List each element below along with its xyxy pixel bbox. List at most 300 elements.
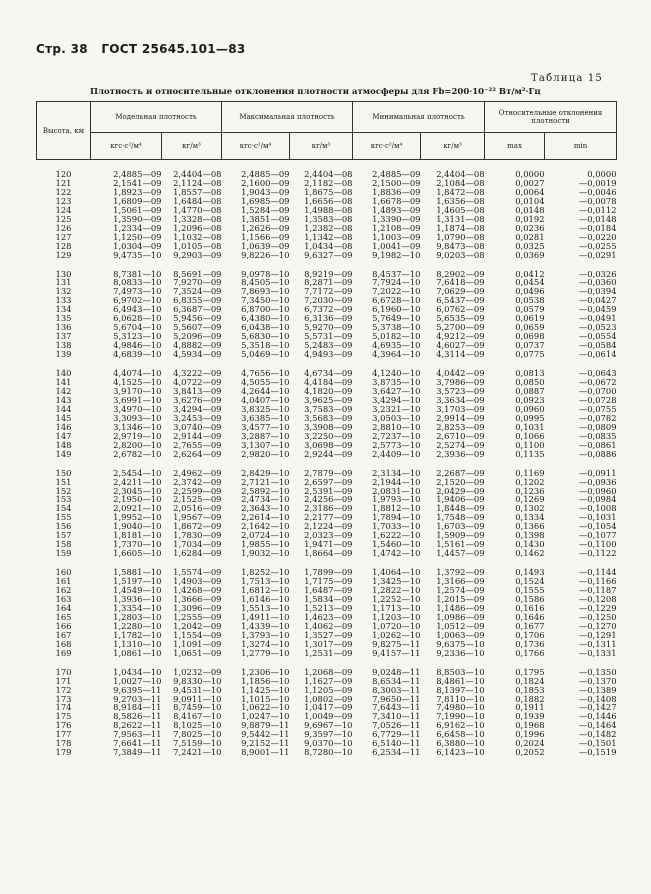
min-kgs-cell: 2,1944—10	[372, 477, 421, 487]
min-kg-cell: 4,9212—09	[436, 332, 485, 342]
unit-kgs: кгс·с²/м⁴	[353, 133, 421, 160]
rel-max-cell: 0,1202	[515, 477, 545, 487]
model-kgs-cell: 2,1950—10	[113, 495, 162, 505]
table-row	[37, 378, 617, 387]
max-kgs-cell: 1,4911—10	[241, 612, 290, 622]
model-kg-cell: 7,3524—09	[173, 287, 222, 297]
model-kgs-cell: 1,4549—10	[113, 586, 162, 595]
rel-max-cell: 0,1334	[515, 513, 545, 523]
min-kgs-cell: 1,3425—10	[372, 577, 421, 587]
min-kg-cell: 1,8472—08	[436, 187, 485, 197]
model-kg-cell: 1,1554—09	[173, 630, 222, 640]
min-kg-cell: 6,3880—10	[436, 739, 485, 749]
model-kgs-cell: 1,0861—10	[113, 648, 162, 658]
table-row	[37, 341, 617, 350]
min-kg-cell: 2,4404—08	[436, 170, 485, 179]
col-max: max	[485, 133, 545, 160]
model-kgs-cell: 9,4735—10	[113, 250, 162, 260]
max-kg-cell: 9,3597—10	[304, 730, 353, 740]
rel-max-cell: 0,1524	[515, 577, 545, 587]
min-kg-cell: 1,1486—09	[436, 603, 485, 613]
rel-max-cell: 0,0236	[515, 223, 545, 233]
min-kg-cell: 6,0762—09	[436, 305, 485, 315]
model-kg-cell: 9,4531—10	[173, 685, 222, 695]
max-kgs-cell: 1,5284—09	[241, 205, 290, 215]
min-kgs-cell: 5,3738—10	[372, 323, 421, 333]
table-row	[37, 586, 617, 595]
min-kg-cell: 1,5909—09	[436, 531, 485, 541]
rel-max-cell: 0,0325	[515, 241, 545, 251]
min-kgs-cell: 1,7894—10	[372, 513, 421, 523]
min-kgs-cell: 2,3134—10	[372, 468, 421, 478]
max-kg-cell: 8,7280—10	[304, 748, 353, 758]
rel-min-cell: —0,1077	[578, 531, 617, 541]
table-row	[37, 540, 617, 549]
min-kgs-cell: 2,4409—10	[372, 449, 421, 459]
max-kgs-cell: 1,0639—09	[241, 241, 290, 251]
rel-max-cell: 0,1616	[515, 603, 545, 613]
table-row	[37, 369, 617, 378]
min-kg-cell: 2,6710—09	[436, 431, 485, 441]
model-kg-cell: 3,0740—09	[173, 422, 222, 432]
model-kgs-cell: 1,0434—10	[113, 667, 162, 677]
rel-min-cell: —0,1031	[578, 513, 617, 523]
min-kgs-cell: 9,0248—11	[372, 667, 421, 677]
rel-max-cell: 0,0659	[515, 323, 545, 333]
model-kgs-cell: 4,4074—10	[113, 369, 162, 379]
altitude-cell: 179	[55, 748, 72, 758]
max-kg-cell: 3,5683—09	[304, 413, 353, 423]
table-row	[37, 233, 617, 242]
table-row	[37, 441, 617, 450]
max-kgs-cell: 4,2644—10	[241, 386, 290, 396]
model-kg-cell: 4,8882—09	[173, 341, 222, 351]
max-kg-cell: 1,3527—09	[304, 630, 353, 640]
max-kgs-cell: 1,8252—10	[241, 568, 290, 578]
max-kgs-cell: 1,3793—10	[241, 630, 290, 640]
rel-max-cell: 0,2052	[515, 748, 545, 758]
max-kg-cell: 4,6734—09	[304, 369, 353, 379]
model-kg-cell: 1,4903—09	[173, 577, 222, 587]
model-kg-cell: 3,6276—09	[173, 395, 222, 405]
altitude-cell: 171	[55, 676, 72, 686]
altitude-cell: 138	[55, 341, 72, 351]
min-kg-cell: 8,2902—09	[436, 269, 485, 279]
model-kgs-cell: 1,7370—10	[113, 540, 162, 550]
model-kg-cell: 6,8355—09	[173, 296, 222, 306]
max-kgs-cell: 1,1425—10	[241, 685, 290, 695]
min-kg-cell: 5,2700—09	[436, 323, 485, 333]
rel-max-cell: 0,1706	[515, 630, 545, 640]
min-kgs-cell: 1,1003—09	[372, 232, 421, 242]
model-kg-cell: 7,2421—10	[173, 748, 222, 758]
rel-min-cell: —0,0184	[578, 223, 617, 233]
table-row	[37, 350, 617, 359]
table-row	[37, 739, 617, 748]
model-kgs-cell: 1,0027—10	[113, 676, 162, 686]
altitude-cell: 159	[55, 549, 72, 559]
table-row	[37, 504, 617, 513]
model-kgs-cell: 1,3936—10	[113, 594, 162, 604]
model-kgs-cell: 3,9170—10	[113, 386, 162, 396]
table-row	[37, 405, 617, 414]
model-kgs-cell: 2,0921—10	[113, 504, 162, 514]
rel-min-cell: —0,1427	[578, 703, 617, 713]
model-kgs-cell: 3,1346—10	[113, 422, 162, 432]
rel-max-cell: 0,0995	[515, 413, 545, 423]
model-kg-cell: 3,4294—09	[173, 404, 222, 414]
min-kgs-cell: 8,4537—10	[372, 269, 421, 279]
model-kgs-cell: 2,9719—10	[113, 431, 162, 441]
model-kg-cell: 1,4770—08	[173, 205, 222, 215]
table-row	[37, 188, 617, 197]
model-kgs-cell: 1,2280—10	[113, 621, 162, 631]
col-min: min	[545, 133, 617, 160]
altitude-cell: 161	[55, 577, 72, 587]
rel-max-cell: 0,0454	[515, 278, 545, 288]
table-number: Таблица 15	[531, 73, 603, 84]
min-kgs-cell: 3,2321—10	[372, 404, 421, 414]
model-kgs-cell: 1,1250—09	[113, 232, 162, 242]
min-kgs-cell: 4,6935—10	[372, 341, 421, 351]
altitude-cell: 168	[55, 639, 72, 649]
model-kgs-cell: 6,9702—10	[113, 296, 162, 306]
altitude-cell: 123	[55, 196, 72, 206]
model-kg-cell: 2,7655—09	[173, 440, 222, 450]
altitude-cell: 148	[55, 440, 72, 450]
min-kg-cell: 1,6703—09	[436, 522, 485, 532]
model-kgs-cell: 1,1782—10	[113, 630, 162, 640]
table-row	[37, 677, 617, 686]
min-kgs-cell: 1,7033—10	[372, 522, 421, 532]
altitude-cell: 129	[55, 250, 72, 260]
rel-min-cell: —0,1100	[578, 540, 617, 550]
altitude-cell: 131	[55, 278, 72, 288]
altitude-cell: 172	[55, 685, 72, 695]
model-kgs-cell: 2,8200—10	[113, 440, 162, 450]
table-row	[37, 640, 617, 649]
max-kg-cell: 8,2871—09	[304, 278, 353, 288]
model-kgs-cell: 1,5881—10	[113, 568, 162, 578]
max-kg-cell: 2,4256—09	[304, 495, 353, 505]
page-header	[36, 42, 246, 56]
max-kgs-cell: 7,8693—10	[241, 287, 290, 297]
rel-max-cell: 0,1586	[515, 594, 545, 604]
min-kg-cell: 1,4605—08	[436, 205, 485, 215]
max-kg-cell: 1,0417—09	[304, 703, 353, 713]
max-kg-cell: 7,7172—09	[304, 287, 353, 297]
table-row	[37, 622, 617, 631]
altitude-cell: 126	[55, 223, 72, 233]
min-kg-cell: 3,7986—09	[436, 378, 485, 387]
max-kg-cell: 3,7583—09	[304, 404, 353, 414]
altitude-cell: 153	[55, 495, 72, 505]
rel-min-cell: —0,0394	[578, 287, 617, 297]
max-kg-cell: 2,9244—09	[304, 449, 353, 459]
min-kgs-cell: 1,6678—09	[372, 196, 421, 206]
model-kgs-cell: 1,3354—10	[113, 603, 162, 613]
max-kg-cell: 6,7372—09	[304, 305, 353, 315]
unit-kg: кг/м³	[162, 133, 222, 160]
table-row	[37, 668, 617, 677]
rel-min-cell: —0,0148	[578, 214, 617, 224]
min-kgs-cell: 8,6534—11	[372, 676, 421, 686]
max-kg-cell: 1,7175—09	[304, 577, 353, 587]
group-gap	[37, 658, 617, 668]
model-kg-cell: 8,5691—09	[173, 269, 222, 279]
group-gap	[37, 260, 617, 270]
model-kgs-cell: 8,7381—10	[113, 269, 162, 279]
altitude-cell: 162	[55, 586, 72, 595]
min-kgs-cell: 6,6728—10	[372, 296, 421, 306]
rel-max-cell: 0,1398	[515, 531, 545, 541]
min-kgs-cell: 2,7237—10	[372, 431, 421, 441]
altitude-cell: 120	[55, 170, 72, 179]
max-kgs-cell: 1,1566—09	[241, 232, 290, 242]
min-kg-cell: 7,8110—10	[436, 694, 485, 704]
min-kgs-cell: 6,2534—11	[372, 748, 421, 758]
model-kgs-cell: 4,6839—10	[113, 350, 162, 360]
table-row	[37, 179, 617, 188]
rel-max-cell: 0,1555	[515, 586, 545, 595]
max-kg-cell: 9,6967—10	[304, 721, 353, 731]
max-kg-cell: 6,3136—09	[304, 314, 353, 324]
rel-max-cell: 0,1493	[515, 568, 545, 578]
max-kgs-cell: 1,4339—10	[241, 621, 290, 631]
model-kgs-cell: 1,6809—09	[113, 196, 162, 206]
min-kg-cell: 1,2574—09	[436, 586, 485, 595]
max-kgs-cell: 1,1015—10	[241, 694, 290, 704]
rel-min-cell: —0,0459	[578, 305, 617, 315]
model-kgs-cell: 7,9563—11	[113, 730, 162, 740]
max-kg-cell: 9,0370—10	[304, 739, 353, 749]
rel-min-cell: —0,1389	[578, 685, 617, 695]
altitude-cell: 177	[55, 730, 72, 740]
max-kgs-cell: 5,0469—10	[241, 350, 290, 360]
max-kg-cell: 2,4404—08	[304, 170, 353, 179]
min-kgs-cell: 1,6222—10	[372, 531, 421, 541]
altitude-cell: 140	[55, 369, 72, 379]
max-kgs-cell: 1,0622—10	[241, 703, 290, 713]
rel-max-cell: 0,0104	[515, 196, 545, 206]
max-kg-cell: 1,0049—09	[304, 712, 353, 722]
model-kg-cell: 1,0651—09	[173, 648, 222, 658]
min-kg-cell: 7,0629—09	[436, 287, 485, 297]
table-row	[37, 305, 617, 314]
model-kg-cell: 1,8672—09	[173, 522, 222, 532]
min-kgs-cell: 3,4294—10	[372, 395, 421, 405]
min-kg-cell: 2,5274—09	[436, 440, 485, 450]
model-kgs-cell: 9,2703—11	[113, 694, 162, 704]
rel-max-cell: 0,1795	[515, 667, 545, 677]
model-kgs-cell: 1,2334—09	[113, 223, 162, 233]
max-kg-cell: 5,2483—09	[304, 341, 353, 351]
model-kg-cell: 2,4962—09	[173, 468, 222, 478]
table-row	[37, 270, 617, 279]
max-kgs-cell: 8,9001—11	[241, 748, 290, 758]
col-max-density: Максимальная плотность	[222, 102, 353, 133]
model-kgs-cell: 2,4211—10	[113, 477, 162, 487]
rel-min-cell: 0,0000	[587, 170, 617, 179]
rel-min-cell: —0,0672	[578, 378, 617, 387]
min-kgs-cell: 7,2022—10	[372, 287, 421, 297]
max-kg-cell: 2,1182—08	[304, 178, 353, 188]
min-kg-cell: 3,3634—09	[436, 395, 485, 405]
model-kg-cell: 1,2096—08	[173, 223, 222, 233]
min-kg-cell: 2,1520—09	[436, 477, 485, 487]
model-kg-cell: 7,8025—10	[173, 730, 222, 740]
table-row	[37, 478, 617, 487]
table-row	[37, 487, 617, 496]
min-kgs-cell: 1,4893—09	[372, 205, 421, 215]
max-kg-cell: 1,0802—09	[304, 694, 353, 704]
rel-max-cell: 0,1031	[515, 422, 545, 432]
max-kgs-cell: 1,9032—10	[241, 549, 290, 559]
model-kgs-cell: 7,6641—11	[113, 739, 162, 749]
model-kgs-cell: 5,3123—10	[113, 332, 162, 342]
table-row	[37, 568, 617, 577]
model-kg-cell: 2,2599—09	[173, 486, 222, 496]
max-kg-cell: 1,6656—08	[304, 196, 353, 206]
model-kgs-cell: 7,4973—10	[113, 287, 162, 297]
max-kgs-cell: 3,4577—10	[241, 422, 290, 432]
table-row	[37, 396, 617, 405]
page-label: Стр. 38	[36, 42, 88, 56]
min-kg-cell: 9,8473—08	[436, 241, 485, 251]
max-kg-cell: 1,1627—09	[304, 676, 353, 686]
altitude-cell: 151	[55, 477, 72, 487]
rel-min-cell: —0,0326	[578, 269, 617, 279]
max-kg-cell: 1,1205—09	[304, 685, 353, 695]
altitude-cell: 145	[55, 413, 72, 423]
model-kg-cell: 3,8413—09	[173, 386, 222, 396]
model-kg-cell: 4,5934—09	[173, 350, 222, 360]
max-kgs-cell: 1,7513—10	[241, 577, 290, 587]
rel-max-cell: 0,1366	[515, 522, 545, 532]
altitude-cell: 166	[55, 621, 72, 631]
max-kg-cell: 2,2177—09	[304, 513, 353, 523]
min-kg-cell: 2,8253—09	[436, 422, 485, 432]
model-kg-cell: 2,0516—09	[173, 504, 222, 514]
min-kgs-cell: 1,3390—09	[372, 214, 421, 224]
model-kgs-cell: 2,1541—09	[113, 178, 162, 188]
max-kg-cell: 4,1820—09	[304, 386, 353, 396]
rel-max-cell: 0,1824	[515, 676, 545, 686]
min-kg-cell: 3,1703—09	[436, 404, 485, 414]
max-kgs-cell: 2,7121—10	[241, 477, 290, 487]
rel-max-cell: 0,0064	[515, 187, 545, 197]
max-kg-cell: 1,2068—09	[304, 667, 353, 677]
model-kg-cell: 1,5574—09	[173, 568, 222, 578]
altitude-cell: 127	[55, 232, 72, 242]
rel-min-cell: —0,1331	[578, 648, 617, 658]
model-kgs-cell: 4,1525—10	[113, 378, 162, 387]
unit-kg: кг/м³	[290, 133, 353, 160]
min-kg-cell: 4,3114—09	[436, 350, 485, 360]
min-kgs-cell: 7,3410—11	[372, 712, 421, 722]
altitude-cell: 135	[55, 314, 72, 324]
model-kgs-cell: 1,0304—09	[113, 241, 162, 251]
model-kgs-cell: 8,5826—11	[113, 712, 162, 722]
max-kg-cell: 1,5213—09	[304, 603, 353, 613]
rel-min-cell: —0,0078	[578, 196, 617, 206]
rel-min-cell: —0,1122	[578, 549, 617, 559]
max-kg-cell: 2,3186—09	[304, 504, 353, 514]
max-kgs-cell: 2,2614—10	[241, 513, 290, 523]
max-kg-cell: 5,9270—09	[304, 323, 353, 333]
table-row	[37, 387, 617, 396]
model-kg-cell: 1,3666—09	[173, 594, 222, 604]
min-kgs-cell: 1,2822—10	[372, 586, 421, 595]
max-kgs-cell: 2,4734—10	[241, 495, 290, 505]
rel-max-cell: 0,2024	[515, 739, 545, 749]
table-row	[37, 278, 617, 287]
table-row	[37, 206, 617, 215]
max-kg-cell: 1,8664—09	[304, 549, 353, 559]
max-kgs-cell: 9,2152—11	[241, 739, 290, 749]
unit-kgs: кгс·с²/м⁴	[91, 133, 162, 160]
model-kgs-cell: 1,9040—10	[113, 522, 162, 532]
table-row	[37, 595, 617, 604]
rel-min-cell: —0,1166	[578, 577, 617, 587]
rel-max-cell: 0,0619	[515, 314, 545, 324]
altitude-cell: 133	[55, 296, 72, 306]
col-altitude: Высота, км	[37, 102, 91, 160]
min-kgs-cell: 1,4742—10	[372, 549, 421, 559]
min-kgs-cell: 4,1240—10	[372, 369, 421, 379]
min-kgs-cell: 6,1960—10	[372, 305, 421, 315]
max-kgs-cell: 1,5513—10	[241, 603, 290, 613]
model-kg-cell: 3,2453—09	[173, 413, 222, 423]
max-kg-cell: 1,4623—09	[304, 612, 353, 622]
altitude-cell: 157	[55, 531, 72, 541]
altitude-cell: 139	[55, 350, 72, 360]
model-kg-cell: 9,8330—10	[173, 676, 222, 686]
max-kgs-cell: 1,9855—10	[241, 540, 290, 550]
rel-max-cell: 0,0775	[515, 350, 545, 360]
table-row	[37, 323, 617, 332]
table-row	[37, 251, 617, 260]
max-kgs-cell: 1,2306—10	[241, 667, 290, 677]
table-row	[37, 414, 617, 423]
altitude-cell: 154	[55, 504, 72, 514]
min-kg-cell: 9,6375—10	[436, 639, 485, 649]
table-row	[37, 531, 617, 540]
max-kg-cell: 1,9471—09	[304, 540, 353, 550]
min-kg-cell: 1,0063—09	[436, 630, 485, 640]
min-kg-cell: 6,9162—10	[436, 721, 485, 731]
altitude-cell: 170	[55, 667, 72, 677]
rel-min-cell: —0,0700	[578, 386, 617, 396]
model-kg-cell: 1,7830—09	[173, 531, 222, 541]
rel-max-cell: 0,1169	[515, 468, 545, 478]
rel-min-cell: —0,0584	[578, 341, 617, 351]
rel-max-cell: 0,0579	[515, 305, 545, 315]
rel-min-cell: —0,0112	[578, 205, 617, 215]
model-kgs-cell: 3,4970—10	[113, 404, 162, 414]
rel-max-cell: 0,0412	[515, 269, 545, 279]
max-kgs-cell: 2,5892—10	[241, 486, 290, 496]
model-kgs-cell: 6,0628—10	[113, 314, 162, 324]
max-kgs-cell: 1,3274—10	[241, 639, 290, 649]
rel-min-cell: —0,1270	[578, 621, 617, 631]
min-kg-cell: 8,1397—10	[436, 685, 485, 695]
altitude-cell: 176	[55, 721, 72, 731]
max-kgs-cell: 3,2887—10	[241, 431, 290, 441]
min-kgs-cell: 7,7924—10	[372, 278, 421, 288]
min-kgs-cell: 6,5140—11	[372, 739, 421, 749]
min-kgs-cell: 1,0262—10	[372, 630, 421, 640]
